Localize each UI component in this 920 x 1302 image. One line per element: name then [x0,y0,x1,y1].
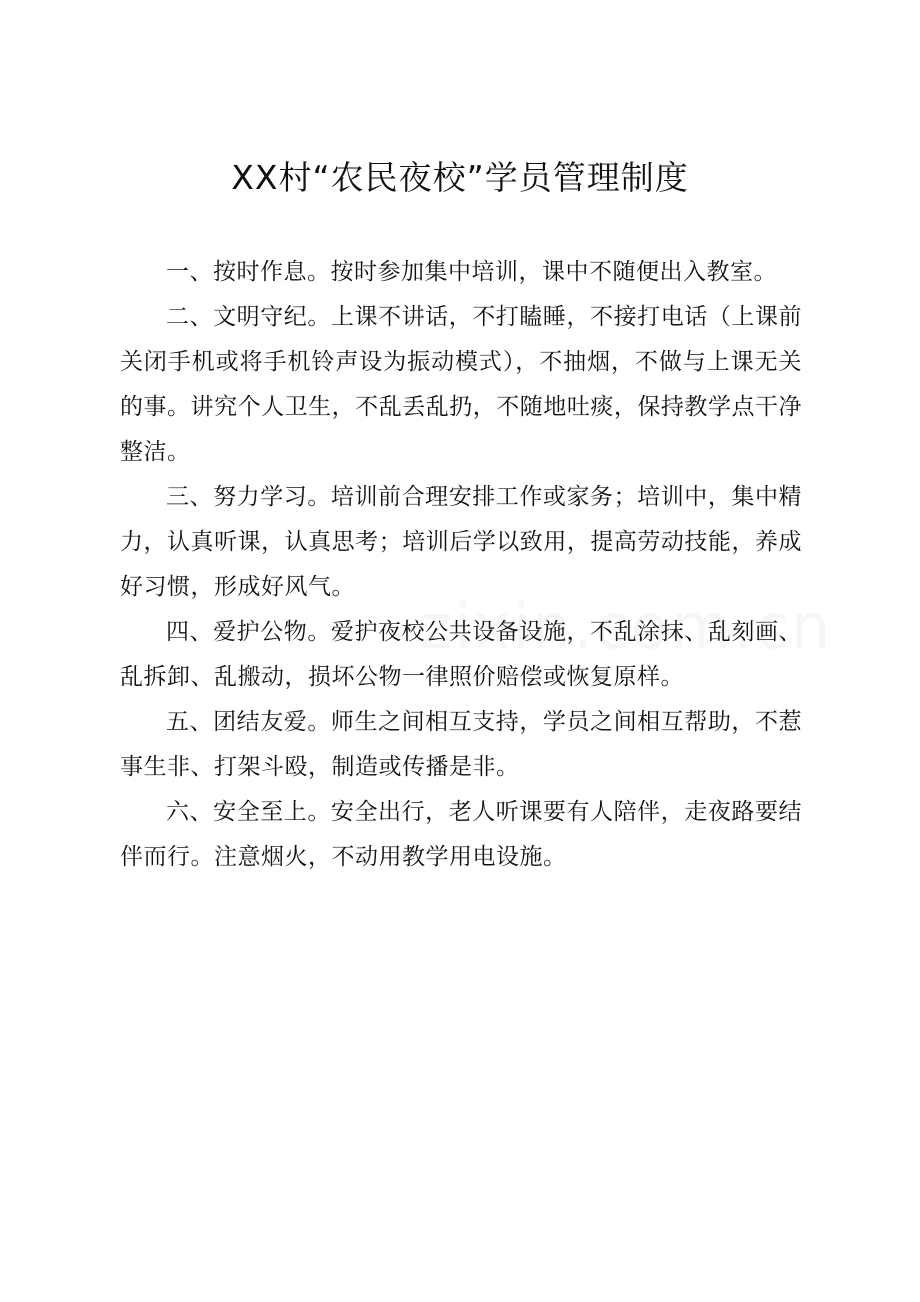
paragraph-3: 三、努力学习。培训前合理安排工作或家务；培训中，集中精力，认真听课，认真思考；培训后学以致用，提高劳动技能，养成好习惯，形成好风气。 [120,484,802,600]
document-title: XX村“农民夜校”学员管理制度 [231,158,689,197]
paragraph-6: 六、安全至上。安全出行，老人听课要有人陪伴，走夜路要结伴而行。注意烟火，不动用教学用电设施。 [120,799,802,870]
paragraph-5: 五、团结友爱。师生之间相互支持，学员之间相互帮助，不惹事生非、打架斗殴，制造或传播是非。 [120,709,802,780]
paragraph-4: 四、爱护公物。爱护夜校公共设备设施，不乱涂抹、乱刻画、乱拆卸、乱搬动，损坏公物一律照价赔偿或恢复原样。 [120,619,802,690]
paragraph-1: 一、按时作息。按时参加集中培训，课中不随便出入教室。 [166,259,777,285]
paragraph-2: 二、文明守纪。上课不讲话，不打瞌睡，不接打电话（上课前关闭手机或将手机铃声设为振动模式），不抽烟，不做与上课无关的事。讲究个人卫生，不乱丢乱扔，不随地吐痰，保持教学点干净整洁。 [120,304,802,465]
document-body [120,250,802,880]
